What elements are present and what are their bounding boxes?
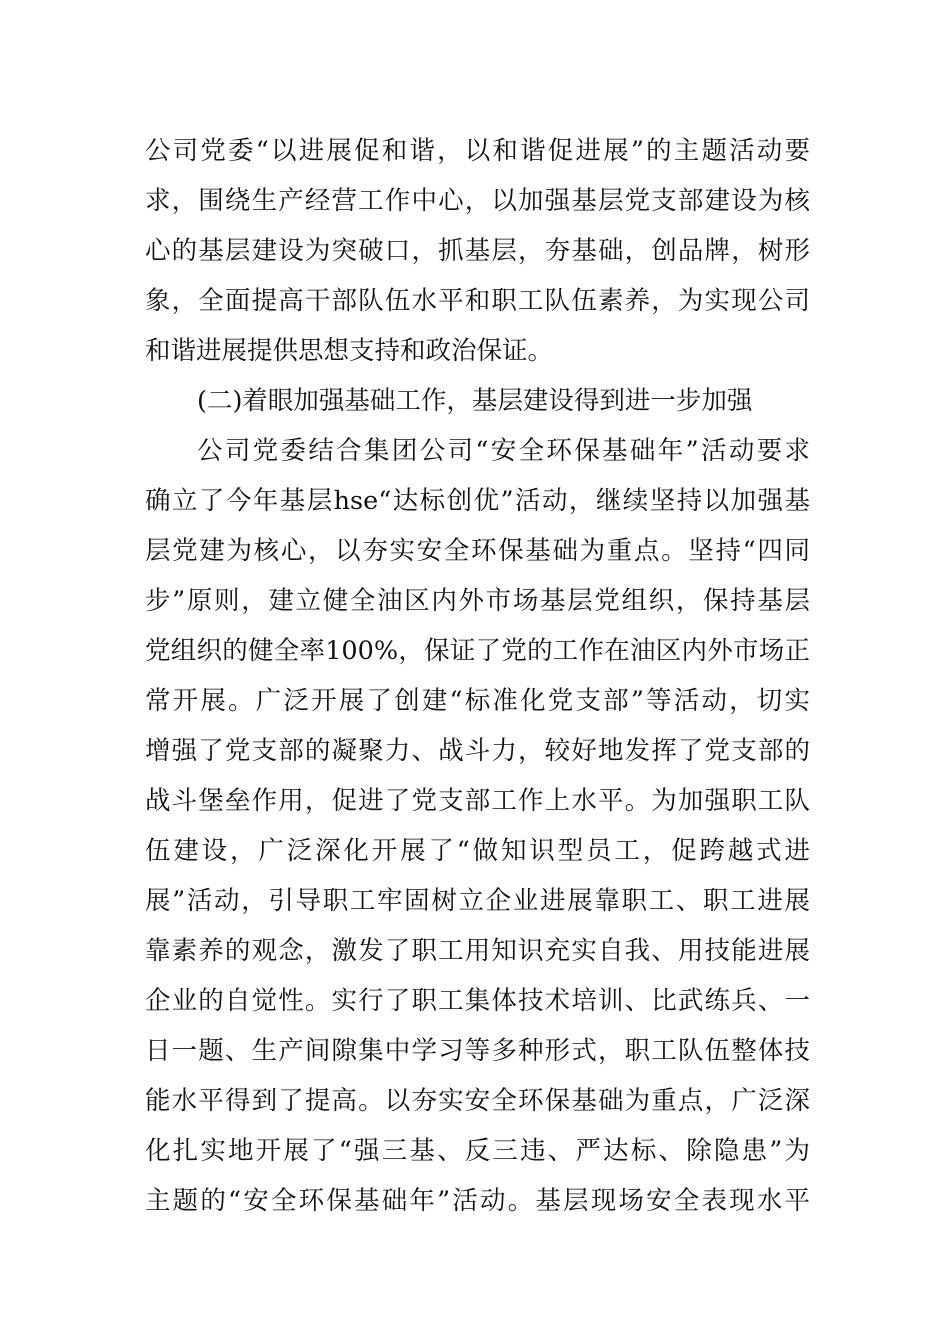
paragraph-line: 化扎实地开展了“强三基、反三违、严达标、除隐患”为 bbox=[145, 1136, 810, 1166]
paragraph-line: 日一题、生产间隙集中学习等多种形式，职工队伍整体技 bbox=[145, 1036, 810, 1066]
paragraph-line: 常开展。广泛开展了创建“标准化党支部”等活动，切实 bbox=[145, 686, 810, 716]
paragraph-line: 心的基层建设为突破口，抓基层，夯基础，创品牌，树形 bbox=[145, 236, 810, 266]
paragraph-line: 和谐进展提供思想支持和政治保证。 bbox=[145, 336, 554, 366]
paragraph-line: 主题的“安全环保基础年”活动。基层现场安全表现水平 bbox=[145, 1186, 810, 1216]
paragraph-line: 靠素养的观念，激发了职工用知识充实自我、用技能进展 bbox=[145, 936, 810, 966]
paragraph-line: 伍建设，广泛深化开展了“做知识型员工，促跨越式进 bbox=[145, 836, 810, 866]
paragraph-line: 展”活动，引导职工牢固树立企业进展靠职工、职工进展 bbox=[145, 886, 810, 916]
paragraph-line: 公司党委“以进展促和谐，以和谐促进展”的主题活动要 bbox=[145, 136, 810, 166]
paragraph-line: 层党建为核心，以夯实安全环保基础为重点。坚持“四同 bbox=[145, 536, 810, 566]
paragraph-line: 求，围绕生产经营工作中心，以加强基层党支部建设为核 bbox=[145, 186, 810, 216]
paragraph-line: 战斗堡垒作用，促进了党支部工作上水平。为加强职工队 bbox=[145, 786, 810, 816]
paragraph-line: 象，全面提高干部队伍水平和职工队伍素养，为实现公司 bbox=[145, 286, 810, 316]
paragraph-line: 党组织的健全率100%，保证了党的工作在油区内外市场正 bbox=[145, 636, 810, 666]
paragraph-line: 增强了党支部的凝聚力、战斗力，较好地发挥了党支部的 bbox=[145, 736, 810, 766]
paragraph-line: 步”原则，建立健全油区内外市场基层党组织，保持基层 bbox=[145, 586, 810, 616]
paragraph-line: 公司党委结合集团公司“安全环保基础年”活动要求 bbox=[197, 436, 810, 466]
section-heading: (二)着眼加强基础工作，基层建设得到进一步加强 bbox=[197, 386, 753, 416]
paragraph-line: 能水平得到了提高。以夯实安全环保基础为重点，广泛深 bbox=[145, 1086, 810, 1116]
paragraph-line: 企业的自觉性。实行了职工集体技术培训、比武练兵、一 bbox=[145, 986, 810, 1016]
paragraph-line: 确立了今年基层hse“达标创优”活动，继续坚持以加强基 bbox=[145, 486, 810, 516]
